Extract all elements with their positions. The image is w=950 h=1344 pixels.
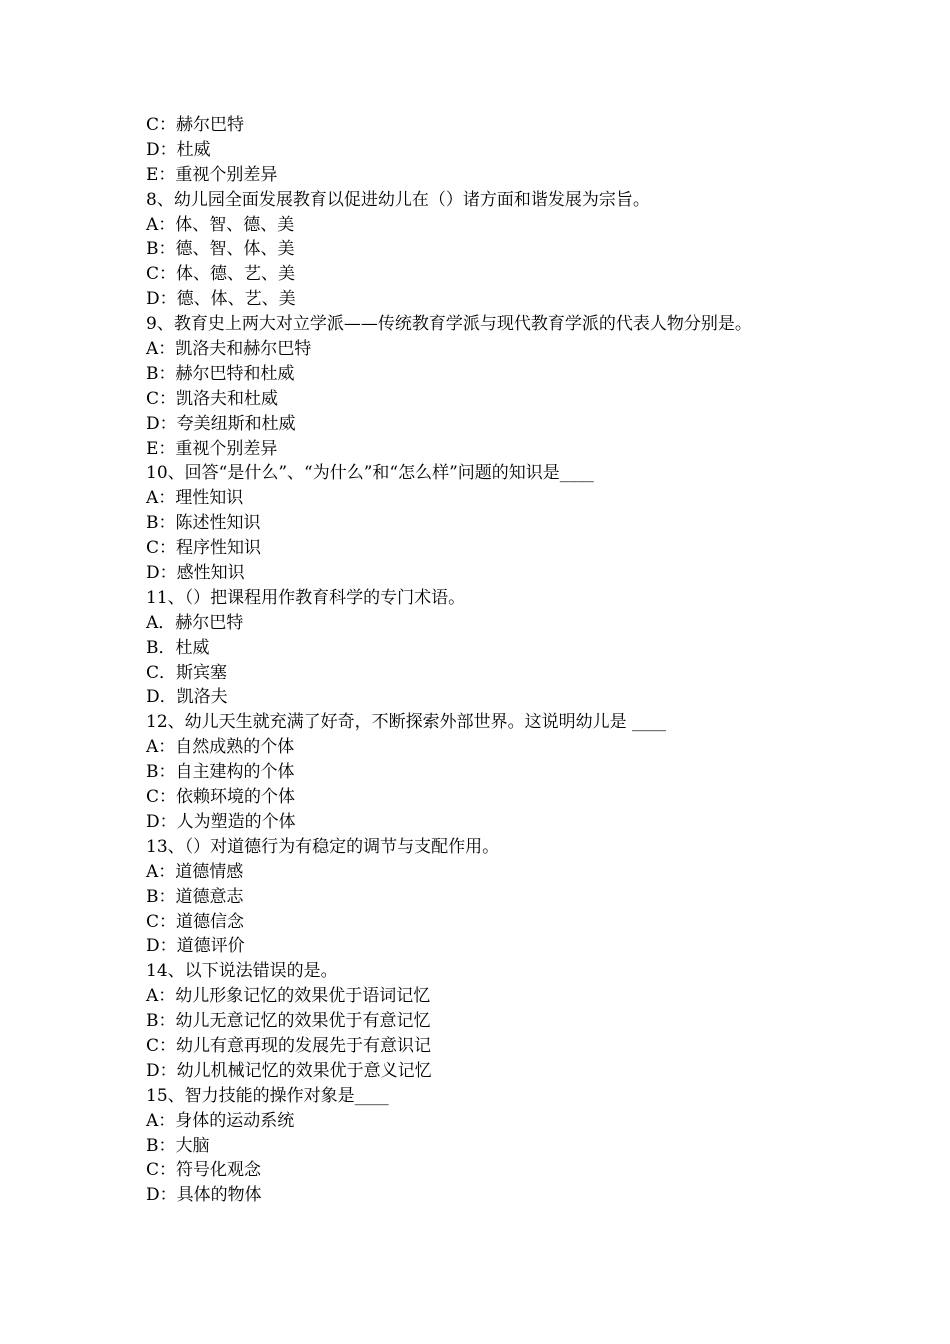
text-line: C：凯洛夫和杜威	[146, 388, 279, 409]
text-line: A：幼儿形象记忆的效果优于语词记忆	[146, 986, 431, 1007]
text-line: D：德、体、艺、美	[146, 289, 296, 310]
text-line: A：身体的运动系统	[146, 1110, 295, 1131]
text-line: B：赫尔巴特和杜威	[146, 363, 295, 384]
text-line: 12、幼儿天生就充满了好奇，不断探索外部世界。这说明幼儿是 ____	[146, 712, 667, 733]
text-line: C：幼儿有意再现的发展先于有意识记	[146, 1035, 432, 1056]
text-line: D：杜威	[146, 139, 211, 160]
text-line: B：幼儿无意记忆的效果优于有意记忆	[146, 1011, 431, 1032]
document-body	[146, 113, 846, 1208]
text-line: D：道德评价	[146, 936, 245, 957]
text-line: B：德、智、体、美	[146, 239, 295, 260]
text-line: D：夸美纽斯和杜威	[146, 413, 296, 434]
text-line: B：道德意志	[146, 886, 244, 907]
text-line: C：赫尔巴特	[146, 115, 245, 135]
text-line: D：感性知识	[146, 563, 245, 584]
text-line: A：道德情感	[146, 861, 244, 882]
text-line: C：依赖环境的个体	[146, 787, 296, 808]
text-line: D．凯洛夫	[146, 687, 228, 708]
text-line: A：凯洛夫和赫尔巴特	[146, 339, 312, 360]
text-line: 15、智力技能的操作对象是____	[146, 1085, 389, 1106]
text-line: E：重视个别差异	[146, 438, 278, 459]
text-line: A：理性知识	[146, 488, 244, 509]
text-line: 14、以下说法错误的是。	[146, 961, 338, 982]
text-line: D：幼儿机械记忆的效果优于意义记忆	[146, 1060, 432, 1081]
text-line: B．杜威	[146, 637, 210, 658]
text-line: D：人为塑造的个体	[146, 811, 296, 832]
text-line: C：道德信念	[146, 911, 245, 932]
text-line: C：体、德、艺、美	[146, 264, 296, 285]
text-line: B：自主建构的个体	[146, 762, 295, 783]
text-line: A．赫尔巴特	[146, 612, 244, 633]
text-line: E：重视个别差异	[146, 164, 278, 185]
text-line: C：符号化观念	[146, 1160, 262, 1181]
text-line: A：自然成熟的个体	[146, 737, 295, 758]
text-line: B：陈述性知识	[146, 513, 261, 534]
text-line: 8、幼儿园全面发展教育以促进幼儿在（）诸方面和谐发展为宗旨。	[146, 189, 650, 210]
text-line: 13、（）对道德行为有稳定的调节与支配作用。	[146, 836, 500, 857]
text-line: 9、教育史上两大对立学派——传统教育学派与现代教育学派的代表人物分别是。	[146, 314, 752, 335]
text-line: B：大脑	[146, 1135, 210, 1156]
text-line: A：体、智、德、美	[146, 214, 295, 235]
text-line: 11、（）把课程用作教育科学的专门术语。	[146, 587, 466, 608]
text-line: C．斯宾塞	[146, 662, 228, 683]
text-line: 10、回答“是什么”、“为什么”和“怎么样”问题的知识是____	[146, 463, 594, 484]
text-line: D：具体的物体	[146, 1185, 262, 1206]
text-line: C：程序性知识	[146, 538, 262, 559]
